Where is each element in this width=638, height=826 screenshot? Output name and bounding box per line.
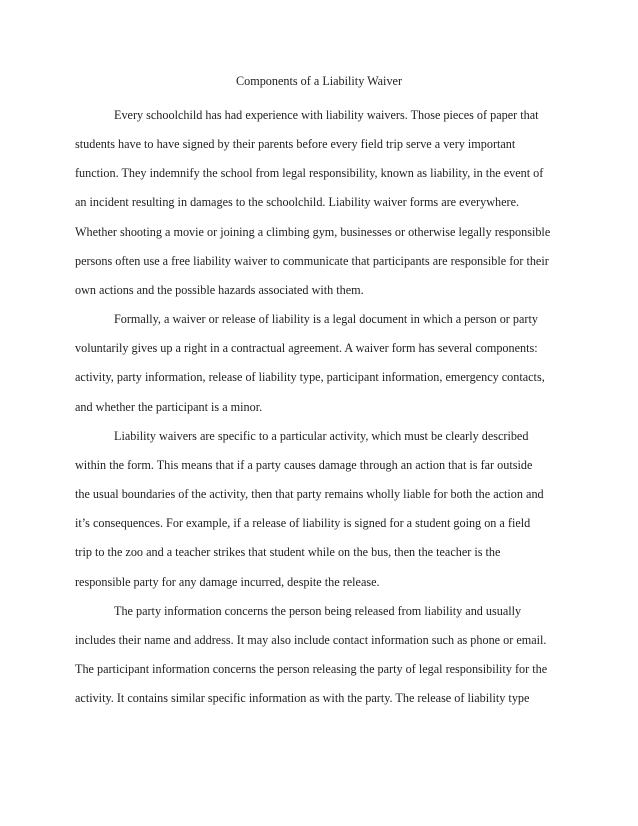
paragraph-line: trip to the zoo and a teacher strikes that student while on the bus, then the teacher is the bbox=[75, 545, 501, 559]
paragraph-line: includes their name and address. It may also include contact information such as phone or email. bbox=[75, 633, 547, 647]
paragraph-line: own actions and the possible hazards associated with them. bbox=[75, 283, 364, 297]
paragraph-line: activity. It contains similar specific information as with the party. The release of liability type bbox=[75, 691, 530, 705]
paragraph-line: Whether shooting a movie or joining a climbing gym, businesses or otherwise legally responsible bbox=[75, 225, 551, 239]
document-title: Components of a Liability Waiver bbox=[236, 74, 402, 88]
paragraph-line: within the form. This means that if a party causes damage through an action that is far outside bbox=[75, 458, 533, 472]
paragraph-line: responsible party for any damage incurred, despite the release. bbox=[75, 575, 380, 589]
paragraph-line: it’s consequences. For example, if a release of liability is signed for a student going on a field bbox=[75, 516, 531, 530]
paragraph-line: and whether the participant is a minor. bbox=[75, 400, 263, 414]
paragraph-line: Liability waivers are specific to a particular activity, which must be clearly described bbox=[114, 429, 529, 443]
paragraph-line: voluntarily gives up a right in a contractual agreement. A waiver form has several components: bbox=[75, 341, 538, 355]
paragraph-line: The participant information concerns the person releasing the party of legal responsibility for the bbox=[75, 662, 548, 676]
paragraph-line: an incident resulting in damages to the schoolchild. Liability waiver forms are everywhere. bbox=[75, 195, 520, 209]
paragraph-line: Formally, a waiver or release of liability is a legal document in which a person or party bbox=[114, 312, 538, 326]
paragraph-line: The party information concerns the person being released from liability and usually bbox=[114, 604, 522, 618]
paragraph-line: Every schoolchild has had experience with liability waivers. Those pieces of paper that bbox=[114, 108, 539, 122]
paragraph-line: activity, party information, release of liability type, participant information, emergency contacts, bbox=[75, 370, 545, 384]
paragraph-line: students have to have signed by their parents before every field trip serve a very important bbox=[75, 137, 516, 151]
paragraph-line: persons often use a free liability waiver to communicate that participants are responsible for their bbox=[75, 254, 549, 268]
paragraph-line: the usual boundaries of the activity, then that party remains wholly liable for both the action and bbox=[75, 487, 544, 501]
paragraph-line: function. They indemnify the school from legal responsibility, known as liability, in the event of bbox=[75, 166, 544, 180]
